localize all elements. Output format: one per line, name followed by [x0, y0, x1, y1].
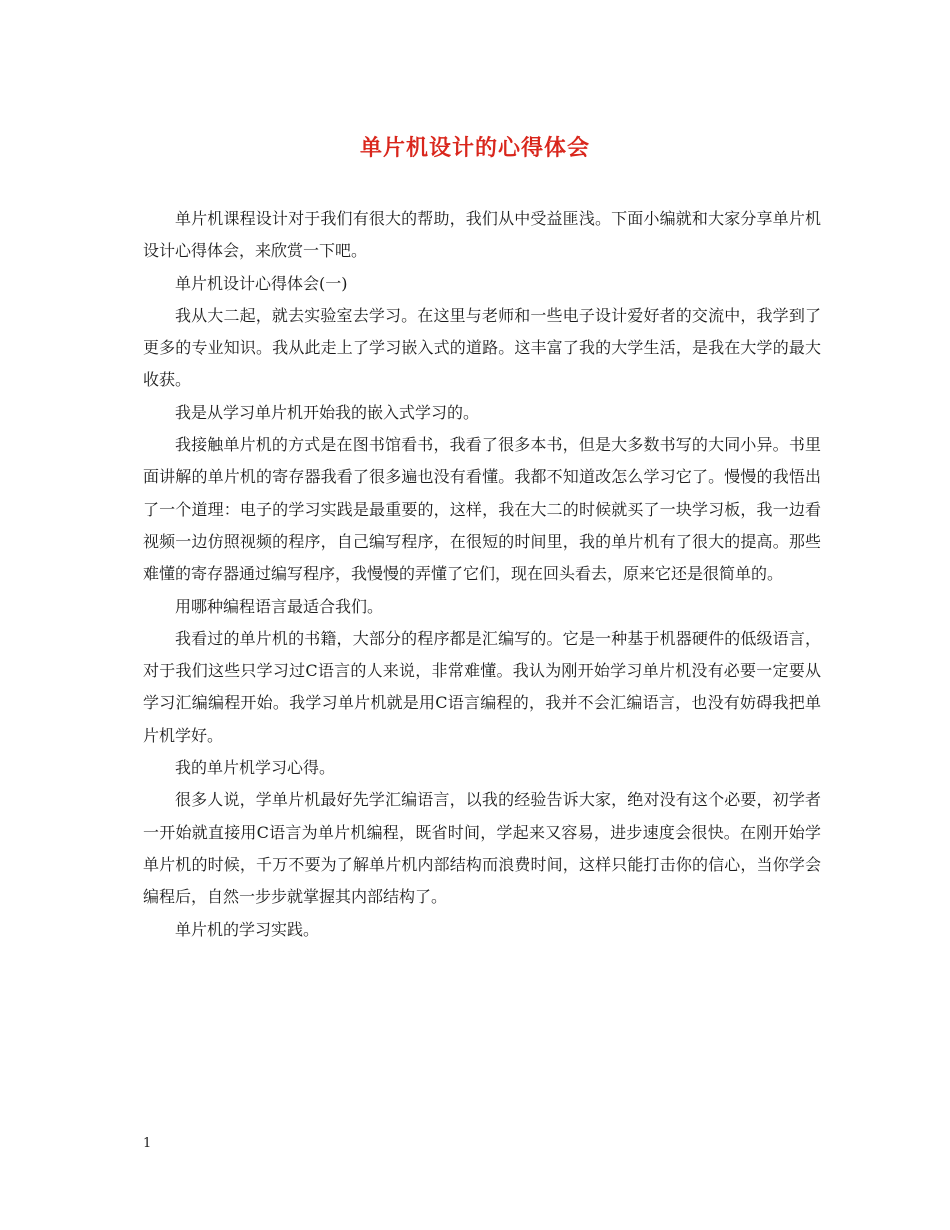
paragraph-advice: 很多人说，学单片机最好先学汇编语言，以我的经验告诉大家，绝对没有这个必要，初学者一开始就直接用C语言为单片机编程，既省时间，学起来又容易，进步速度会很快。在刚开始学单片机的时候，千万不要为了解单片机内部结构而浪费时间，这样只能打击你的信心，当你学会编程后，自然一步步就掌握其内部结构了。 [143, 790, 821, 907]
paragraph-assembly: 我看过的单片机的书籍，大部分的程序都是汇编写的。它是一种基于机器硬件的低级语言，对于我们这些只学习过C语言的人来说，非常难懂。我认为刚开始学习单片机没有必要一定要从学习汇编编程开始。我学习单片机就是用C语言编程的，我并不会汇编语言，也没有妨碍我把单片机学好。 [143, 628, 821, 745]
subheading-experience: 我的单片机学习心得。 [175, 758, 336, 778]
paragraph-intro: 单片机课程设计对于我们有很大的帮助，我们从中受益匪浅。下面小编就和大家分享单片机设计心得体会，来欣赏一下吧。 [143, 209, 821, 261]
section-heading-1: 单片机设计心得体会(一) [175, 273, 348, 293]
subheading-language: 用哪种编程语言最适合我们。 [175, 596, 384, 616]
paragraph-lab: 我从大二起，就去实验室去学习。在这里与老师和一些电子设计爱好者的交流中，我学到了更多的专业知识。我从此走上了学习嵌入式的道路。这丰富了我的大学生活，是我在大学的最大收获。 [143, 305, 821, 390]
page-number: 1 [143, 1136, 152, 1151]
document-body [143, 203, 821, 946]
paragraph-library: 我接触单片机的方式是在图书馆看书，我看了很多本书，但是大多数书写的大同小异。书里面讲解的单片机的寄存器我看了很多遍也没有看懂。我都不知道改怎么学习它了。慢慢的我悟出了一个道理：电子的学习实践是最重要的，这样，我在大二的时候就买了一块学习板，我一边看视频一边仿照视频的程序，自己编写程序，在很短的时间里，我的单片机有了很大的提高。那些难懂的寄存器通过编写程序，我慢慢的弄懂了它们，现在回头看去，原来它还是很简单的。 [143, 435, 821, 584]
document-title: 单片机设计的心得体会 [359, 135, 590, 161]
subheading-practice: 单片机的学习实践。 [175, 919, 320, 939]
paragraph-start: 我是从学习单片机开始我的嵌入式学习的。 [175, 402, 480, 422]
